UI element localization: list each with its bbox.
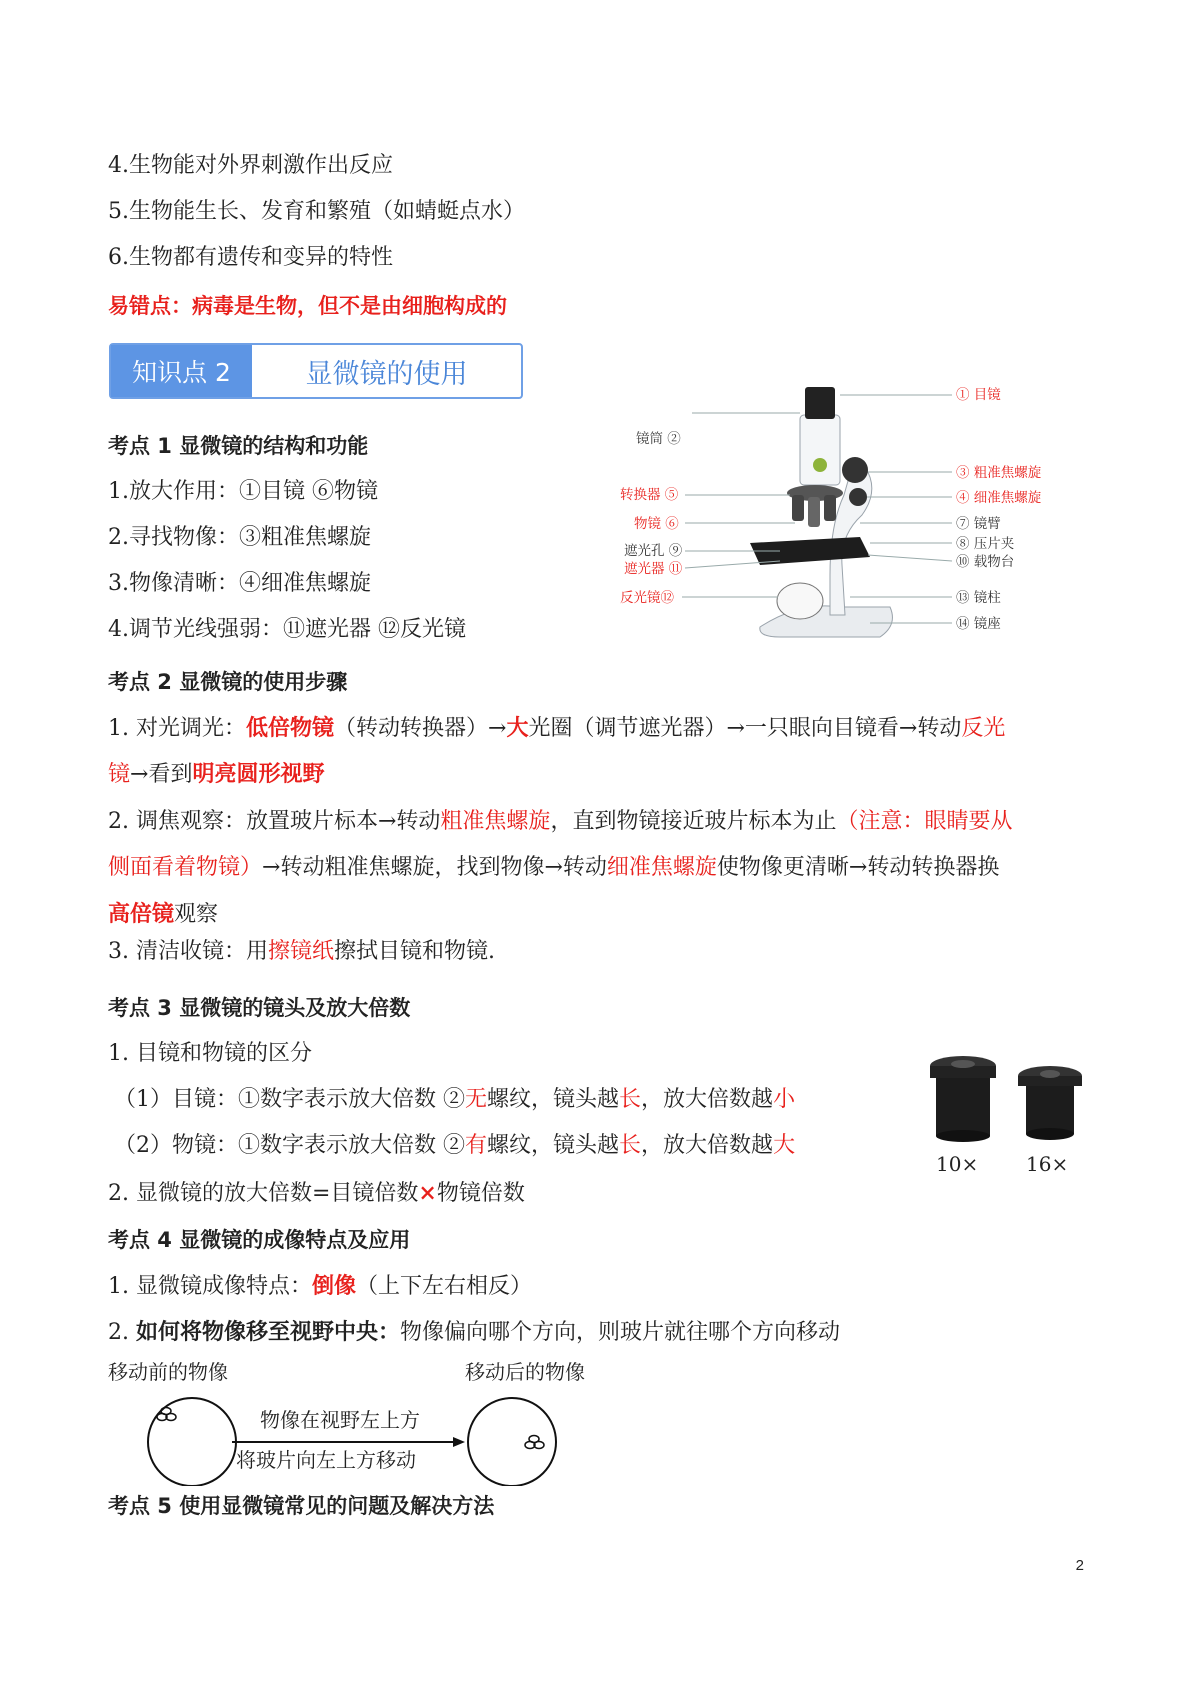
step-2	[108, 806, 1012, 838]
eyepiece-text: 螺纹，镜头越	[487, 1087, 620, 1112]
label-stage: ⑩ 载物台	[956, 554, 1015, 570]
step-2-text: 2. 调焦观察：放置玻片标本→转动	[108, 809, 441, 834]
step-3-text: 擦拭目镜和物镜.	[334, 939, 495, 964]
label-pillar: ⑬ 镜柱	[956, 590, 1001, 606]
label-tube: 镜筒 ②	[636, 431, 681, 447]
step-1-text: 光圈（调节遮光器）→一只眼向目镜看→转动	[528, 716, 962, 741]
step-1-text: →看到	[130, 762, 193, 787]
after-label: 移动后的物像	[465, 1360, 585, 1384]
movement-diagram	[108, 1356, 628, 1486]
section-5-heading: 考点 5 使用显微镜常见的问题及解决方法	[108, 1494, 495, 1518]
section-1-line-4: 4.调节光线强弱：⑪遮光器 ⑫反光镜	[108, 617, 466, 642]
section-2-heading: 考点 2 显微镜的使用步骤	[108, 670, 348, 694]
objective-text: 螺纹，镜头越	[487, 1133, 620, 1158]
objective-text: （2）物镜：①数字表示放大倍数 ②	[114, 1133, 465, 1158]
knowledge-point-title: 显微镜的使用	[305, 358, 468, 390]
cells-before-icon	[157, 1408, 176, 1421]
step-1-text: 1. 对光调光：	[108, 716, 246, 741]
microscope-figure	[620, 375, 1050, 665]
intro-line-5: 5.生物能生长、发育和繁殖（如蜻蜓点水）	[108, 199, 525, 224]
eyepiece-highlight: 小	[773, 1087, 796, 1112]
arrow-top-label: 物像在视野左上方	[260, 1408, 420, 1432]
lens-caption-10x: 10×	[936, 1152, 979, 1176]
step-3	[108, 936, 495, 968]
section-1-line-3: 3.物像清晰：④细准焦螺旋	[108, 571, 371, 596]
step-2-text: →转动粗准焦螺旋，找到物像→转动	[262, 855, 607, 880]
step-1-highlight: 反光	[961, 716, 1006, 741]
formula-text: 物镜倍数	[436, 1181, 525, 1206]
multiply-sign: ×	[418, 1180, 437, 1206]
objective-highlight: 长	[619, 1133, 642, 1158]
step-2-text: ，直到物镜接近玻片标本为止	[550, 809, 837, 834]
imaging-text: 1. 显微镜成像特点：	[108, 1274, 312, 1299]
eyepiece-text: ，放大倍数越	[641, 1087, 774, 1112]
label-coarse-focus: ③ 粗准焦螺旋	[956, 465, 1042, 481]
objective-highlight: 有	[465, 1133, 488, 1158]
step-2-highlight: 粗准焦螺旋	[440, 809, 551, 834]
step-1-highlight: 大	[506, 715, 529, 741]
lens-caption-16x: 16×	[1026, 1152, 1069, 1176]
section-1-line-1: 1.放大作用：①目镜 ⑥物镜	[108, 479, 378, 504]
step-2-highlight: 高倍镜	[108, 901, 175, 927]
eyepiece-lens-figure	[920, 1048, 1120, 1178]
step-2-note: 侧面看着物镜）	[108, 855, 263, 880]
label-diaphragm: 遮光器 ⑪	[624, 561, 683, 577]
label-mirror: 反光镜⑫	[620, 590, 674, 606]
step-2-note: （注意：眼睛要从	[836, 809, 1013, 834]
step-2-text: 观察	[174, 902, 219, 927]
imaging-feature	[108, 1270, 532, 1303]
objective-text: ，放大倍数越	[641, 1133, 774, 1158]
step-1-cont	[108, 758, 324, 791]
step-2-cont	[108, 852, 999, 884]
label-stage-clip: ⑧ 压片夹	[956, 536, 1015, 552]
step-2-text: 使物像更清晰→转动转换器换	[716, 855, 1000, 880]
move-text: 物像偏向哪个方向，则玻片就往哪个方向移动	[400, 1320, 841, 1345]
step-3-highlight: 擦镜纸	[267, 939, 334, 964]
step-3-text: 3. 清洁收镜：用	[108, 939, 268, 964]
section-1-heading: 考点 1 显微镜的结构和功能	[108, 434, 369, 458]
move-text: 2.	[108, 1320, 136, 1345]
label-fine-focus: ④ 细准焦螺旋	[956, 490, 1042, 506]
common-mistake-note: 易错点：病毒是生物，但不是由细胞构成的	[108, 294, 507, 318]
knowledge-point-label: 知识点 2	[111, 345, 252, 397]
label-arm: ⑦ 镜臂	[956, 516, 1001, 532]
section-4-heading: 考点 4 显微镜的成像特点及应用	[108, 1228, 411, 1252]
arrow-bottom-label: 将玻片向左上方移动	[236, 1448, 416, 1472]
formula-text: 2. 显微镜的放大倍数=目镜倍数	[108, 1181, 419, 1206]
step-1-highlight: 镜	[108, 762, 131, 787]
section-3-heading: 考点 3 显微镜的镜头及放大倍数	[108, 996, 411, 1020]
imaging-text: （上下左右相反）	[356, 1274, 533, 1299]
step-1-text: （转动转换器）→	[334, 716, 507, 741]
objective-line	[114, 1130, 795, 1162]
section-3-line-1: 1. 目镜和物镜的区分	[108, 1041, 312, 1066]
step-1	[108, 712, 1005, 745]
knowledge-point-header	[109, 343, 523, 399]
before-label: 移动前的物像	[108, 1360, 228, 1384]
move-to-center	[108, 1316, 840, 1349]
magnification-formula	[108, 1177, 525, 1210]
step-2-cont-2	[108, 898, 218, 931]
objective-highlight: 大	[773, 1133, 796, 1158]
move-question: 如何将物像移至视野中央：	[135, 1319, 400, 1345]
label-objective: 物镜 ⑥	[634, 516, 679, 532]
eyepiece-lenses-icon	[920, 1048, 1120, 1148]
eyepiece-highlight: 长	[619, 1087, 642, 1112]
label-aperture: 遮光孔 ⑨	[624, 543, 683, 559]
page-number: 2	[1075, 1557, 1084, 1574]
step-1-highlight: 低倍物镜	[245, 715, 334, 741]
inverted-image-highlight: 倒像	[311, 1273, 356, 1299]
cells-after-icon	[525, 1436, 544, 1449]
label-nosepiece: 转换器 ⑤	[620, 487, 679, 503]
intro-line-4: 4.生物能对外界刺激作出反应	[108, 153, 393, 178]
section-1-line-2: 2.寻找物像：③粗准焦螺旋	[108, 525, 371, 550]
label-eyepiece: ① 目镜	[956, 387, 1001, 403]
intro-line-6: 6.生物都有遗传和变异的特性	[108, 245, 393, 270]
label-base: ⑭ 镜座	[956, 616, 1001, 632]
eyepiece-highlight: 无	[465, 1087, 488, 1112]
eyepiece-line	[114, 1084, 795, 1116]
eyepiece-text: （1）目镜：①数字表示放大倍数 ②	[114, 1087, 465, 1112]
step-1-highlight: 明亮圆形视野	[192, 761, 325, 787]
step-2-highlight: 细准焦螺旋	[606, 855, 717, 880]
